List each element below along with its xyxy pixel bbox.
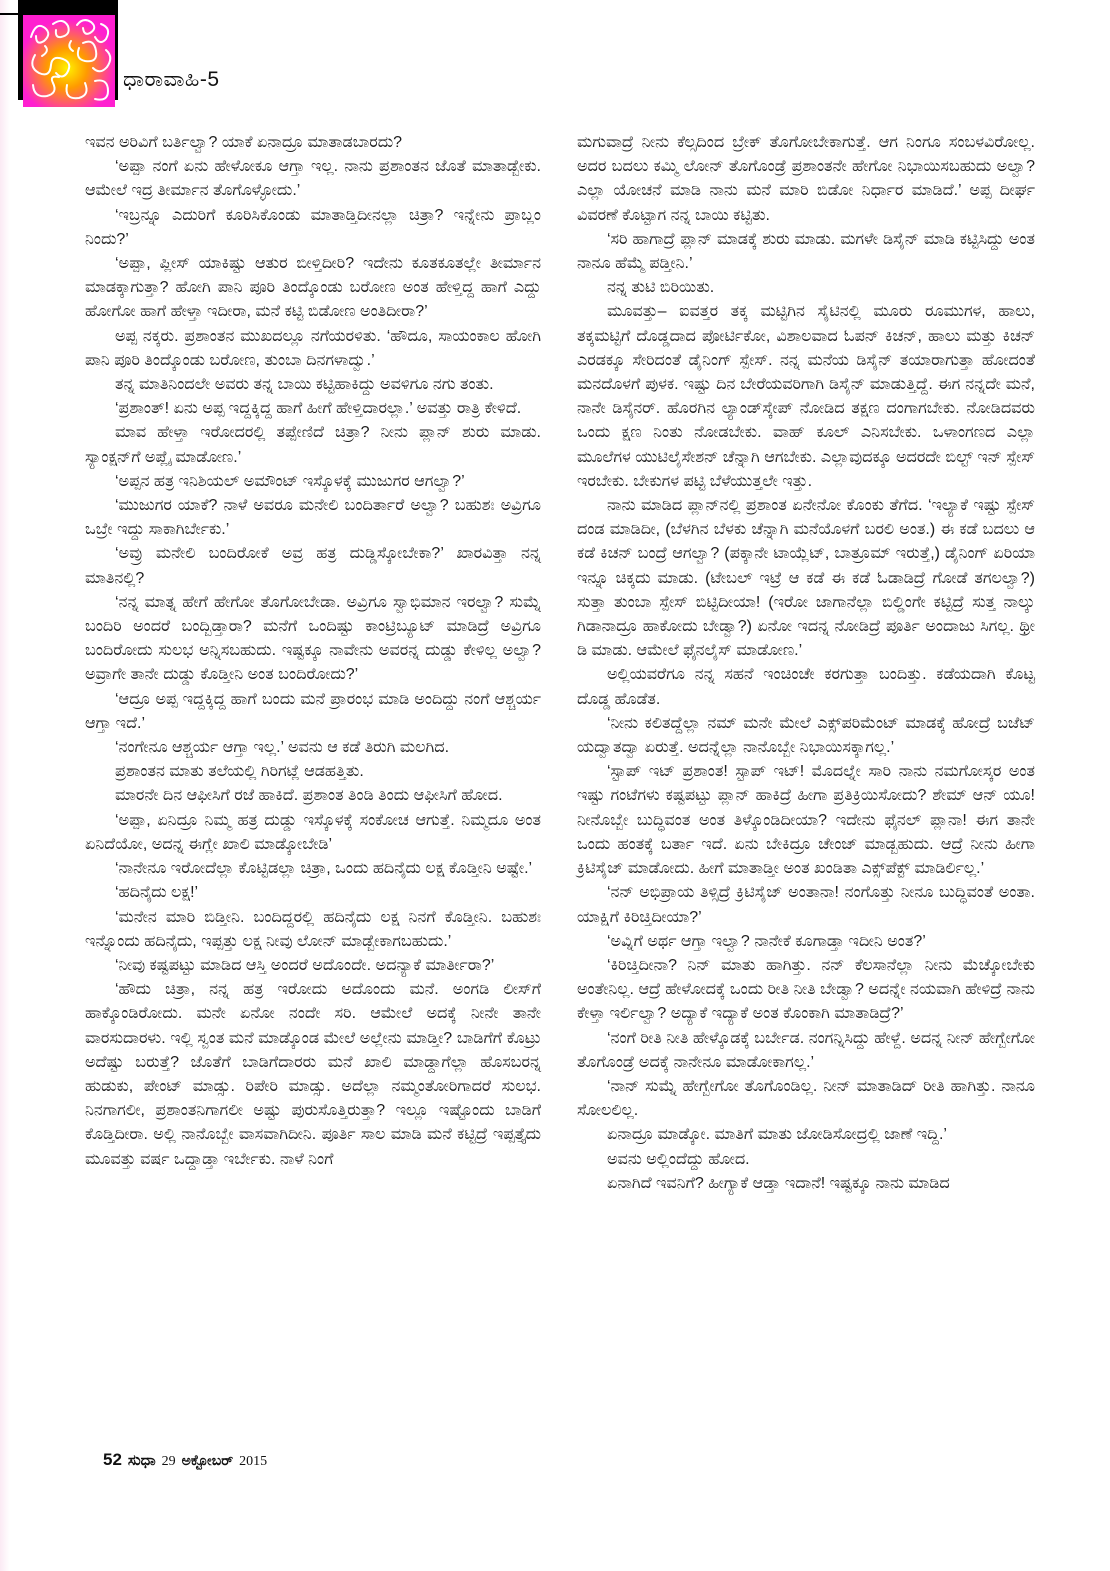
paragraph: ಪ್ರಶಾಂತನ ಮಾತು ತಲೆಯಲ್ಲಿ ಗಿರಿಗಟ್ಲೆ ಆಡಹತ್ತಿತು. <box>115 763 364 781</box>
paragraph: ‘ಅಪ್ಪಾ, ಏನಿದ್ರೂ ನಿಮ್ಮ ಹತ್ರ ದುಡ್ಡು ಇಸ್ಕೊಳಕ್ಕೆ ಸಂಕೋಚ ಆಗುತ್ತೆ. ನಿಮ್ಮದೂ ಅಂತ ಏನಿದೆಯೋ, ಅದನ್ನ ಈಗ್ಲೇ ಖಾಲಿ ಮಾಡ್ಕೋಬೇಡಿ’ <box>85 811 541 853</box>
footer-folio <box>103 1450 273 1470</box>
paragraph: ‘ಮನೇನ ಮಾರಿ ಬಿಡ್ತೀನಿ. ಬಂದಿದ್ದರಲ್ಲಿ ಹದಿನೈದು ಲಕ್ಷ ನಿನಗೆ ಕೊಡ್ತೀನಿ. ಬಹುಶಃ ಇನ್ನೊಂದು ಹದಿನೈದು, ಇಪ್ಪತ್ತು ಲಕ್ಷ ನೀವು ಲೋನ್ ಮಾಡ್ಬೇಕಾಗಬಹುದು.’ <box>85 908 541 950</box>
trim-mark-line <box>0 13 20 15</box>
paragraph: ‘ನಂಗೆ ರೀತಿ ನೀತಿ ಹೇಳ್ಕೊಡಕ್ಕೆ ಬರ್ಬೇಡ. ನಂಗನ್ನಿಸಿದ್ದು ಹೇಳ್ದೆ. ಅದನ್ನ ನೀನ್ ಹೇಗ್ಬೇಗೋ ತೊಗೊಂಡ್ರೆ ಅದಕ್ಕೆ ನಾನೇನೂ ಮಾಡೋಕಾಗಲ್ಲ.’ <box>577 1029 1035 1071</box>
issue-year: 2015 <box>239 1454 268 1469</box>
page-number: 52 <box>103 1450 122 1469</box>
serial-title: ಧಾರಾವಾಹಿ-5 <box>123 68 220 91</box>
paragraph: ‘ನಂಗೇನೂ ಆಶ್ಚರ್ಯ ಆಗ್ತಾ ಇಲ್ಲ.’ ಅವನು ಆ ಕಡೆ ತಿರುಗಿ ಮಲಗಿದ. <box>115 739 450 757</box>
paragraph: ‘ಪ್ರಶಾಂತ್! ಏನು ಅಪ್ಪ ಇದ್ದಕ್ಕಿದ್ದ ಹಾಗೆ ಹೀಗೆ ಹೇಳ್ತಿದಾರಲ್ಲಾ.’ ಅವತ್ತು ರಾತ್ರಿ ಕೇಳಿದೆ. <box>115 400 522 418</box>
paragraph: ‘ನಾನ್ ಸುಮ್ನೆ ಹೇಗ್ಬೇಗೋ ತೊಗೊಂಡಿಲ್ಲ. ನೀನ್ ಮಾತಾಡಿದ್ ರೀತಿ ಹಾಗಿತ್ತು. ನಾನೂ ಸೋಲಲಿಲ್ಲ. <box>577 1077 1035 1120</box>
paragraph: ‘ಸ್ಟಾಪ್ ಇಟ್ ಪ್ರಶಾಂತ! ಸ್ಟಾಪ್ ಇಟ್! ಮೊದಲ್ನೇ ಸಾರಿ ನಾನು ನಮಗೋಸ್ಕರ ಅಂತ ಇಷ್ಟು ಗಂಟೆಗಳು ಕಷ್ಟಪಟ್ಟು ಪ್ಲಾನ್ ಹಾಕಿದ್ರೆ ಹೀಗಾ ಪ್ರತಿಕ್ರಿಯಿಸೋದು? ಶೇಮ್ ಆನ್ ಯೂ! ನೀನೊಬ್ಬೇ ಬುದ್ಧಿವಂತ ಅಂತ ತಿಳ್ಕೊಂಡಿದೀಯಾ? ಇದೇನು ಫೈನಲ್ ಪ್ಲಾನಾ! ಈಗ ತಾನೇ ಒಂದು ಹಂತಕ್ಕೆ ಬರ್ತಾ ಇದೆ. ಏನು ಬೇಕಿದ್ರೂ ಚೇಂಜ್ ಮಾಡ್ಬಹುದು. ಆದ್ರೆ ನೀನು ಹೀಗಾ ಕ್ರಿಟಿಸೈಜ್ ಮಾಡೋದು. ಹೀಗೆ ಮಾತಾಡ್ತೀ ಅಂತ ಖಂಡಿತಾ ಎಕ್ಸ್‌ಪೆಕ್ಟ್ ಮಾಡಿರ್ಲಿಲ್ಲ.’ <box>577 763 1035 878</box>
paragraph: ಏನಾಗಿದೆ ಇವನಿಗೆ? ಹೀಗ್ಯಾಕೆ ಆಡ್ತಾ ಇದಾನೆ! ಇಷ್ಟಕ್ಕೂ ನಾನು ಮಾಡಿದ <box>607 1174 950 1192</box>
paragraph: ‘ಮುಜುಗರ ಯಾಕೆ? ನಾಳೆ ಅವರೂ ಮನೇಲಿ ಬಂದಿರ್ತಾರೆ ಅಲ್ವಾ? ಬಹುಶಃ ಅವ್ರಿಗೂ ಒಬ್ರೇ ಇದ್ದು ಸಾಕಾಗಿರ್ಬೇಕು.’ <box>85 497 541 539</box>
paragraph: ‘ಹದಿನೈದು ಲಕ್ಷ!’ <box>115 884 199 902</box>
paragraph: ನಾನು ಮಾಡಿದ ಪ್ಲಾನ್‌ನಲ್ಲಿ ಪ್ರಶಾಂತ ಏನೇನೋ ಕೊಂಕು ತೆಗೆದ. ‘ಇಲ್ಯಾಕೆ ಇಷ್ಟು ಸ್ಪೇಸ್ ದಂಡ ಮಾಡಿದೀ, (ಬೆಳಗಿನ ಬೆಳಕು ಚೆನ್ನಾಗಿ ಮನೆಯೊಳಗೆ ಬರಲಿ ಅಂತ.) ಈ ಕಡೆ ಬದಲು ಆ ಕಡೆ ಕಿಚನ್ ಬಂದ್ರೆ ಆಗಲ್ವಾ? (ಪಕ್ಕಾನೇ ಟಾಯ್ಲೆಟ್, ಬಾತ್ರೂಮ್ ಇರುತ್ತೆ,) ಡೈನಿಂಗ್ ಏರಿಯಾ ಇನ್ನೂ ಚಿಕ್ಕದು ಮಾಡು. (ಟೇಬಲ್ ಇಟ್ರೆ ಆ ಕಡೆ ಈ ಕಡೆ ಓಡಾಡಿದ್ರೆ ಗೋಡೆ ತಗಲಲ್ವಾ?) ಸುತ್ತಾ ತುಂಬಾ ಸ್ಪೇಸ್ ಬಿಟ್ಟಿದೀಯಾ! (ಇರೋ ಜಾಗಾನೆಲ್ಲಾ ಬಿಲ್ಡಿಂಗೇ ಕಟ್ಟಿದ್ರೆ ಸುತ್ತ ನಾಲ್ಕು ಗಿಡಾನಾದ್ರೂ ಹಾಕೋದು ಬೇಡ್ವಾ?) ಏನೋ ಇದನ್ನ ನೋಡಿದ್ರೆ ಪೂರ್ತಿ ಅಂದಾಜು ಸಿಗಲ್ಲ. ಥ್ರೀ ಡಿ ಮಾಡು. ಆಮೇಲೆ ಫೈನಲೈಸ್ ಮಾಡೋಣ.’ <box>577 497 1035 660</box>
paragraph: ‘ಅಪ್ಪಾ ನಂಗೆ ಏನು ಹೇಳೋಕೂ ಆಗ್ತಾ ಇಲ್ಲ. ನಾನು ಪ್ರಶಾಂತನ ಜೊತೆ ಮಾತಾಡ್ಬೇಕು. ಆಮೇಲೆ ಇದ್ರ ತೀರ್ಮಾನ ತೊಗೊಳ್ಳೋದು.’ <box>85 158 541 200</box>
paragraph: ‘ನೀನು ಕಲಿತದ್ದೆಲ್ಲಾ ನಮ್ ಮನೇ ಮೇಲೆ ಎಕ್ಸ್‌ಪರಿಮೆಂಟ್ ಮಾಡಕ್ಕೆ ಹೋದ್ರೆ ಬಜೆಟ್ ಯದ್ವಾತದ್ವಾ ಏರುತ್ತೆ. ಅದನ್ನೆಲ್ಲಾ ನಾನೊಬ್ಬೇ ನಿಭಾಯಿಸಕ್ಕಾಗಲ್ಲ.’ <box>577 714 1035 757</box>
paragraph: ಮಾವ ಹೇಳ್ತಾ ಇರೋದರಲ್ಲಿ ತಪ್ಪೇಣಿದೆ ಚಿತ್ರಾ? ನೀನು ಪ್ಲಾನ್ ಶುರು ಮಾಡು. ಸ್ಯಾಂಕ್ಷನ್‌ಗೆ ಅಪ್ಲೈ ಮಾಡೋಣ.’ <box>85 424 541 466</box>
issue-day: 29 <box>161 1454 176 1469</box>
paragraph: ‘ಸರಿ ಹಾಗಾದ್ರೆ ಪ್ಲಾನ್ ಮಾಡಕ್ಕೆ ಶುರು ಮಾಡು. ಮಗಳೇ ಡಿಸೈನ್ ಮಾಡಿ ಕಟ್ಟಿಸಿದ್ದು ಅಂತ ನಾನೂ ಹೆಮ್ಮೆ ಪಡ್ತೀನಿ.’ <box>577 230 1035 273</box>
paragraph: ‘ಕಿರಿಚ್ತಿದೀನಾ? ನಿನ್ ಮಾತು ಹಾಗಿತ್ತು. ನನ್ ಕೆಲಸಾನೆಲ್ಲಾ ನೀನು ಮೆಚ್ಕೋಬೇಕು ಅಂತೇನಿಲ್ಲ. ಆದ್ರೆ ಹೇಳೋದಕ್ಕೆ ಒಂದು ರೀತಿ ನೀತಿ ಬೇಡ್ವಾ? ಅದನ್ನೇ ನಯವಾಗಿ ಹೇಳಿದ್ರೆ ನಾನು ಕೇಳ್ತಾ ಇರ್ಲಿಲ್ವಾ? ಅದ್ಯಾಕೆ ಇದ್ಯಾಕೆ ಅಂತ ಕೊಂಕಾಗಿ ಮಾತಾಡಿದ್ರೆ?’ <box>577 956 1035 1023</box>
text-column-right <box>577 131 1035 1456</box>
paragraph: ‘ಅವ್ನಿಗೆ ಅರ್ಥ ಆಗ್ತಾ ಇಲ್ವಾ? ನಾನೇಕೆ ಕೂಗಾಡ್ತಾ ಇದೀನಿ ಅಂತ?’ <box>607 932 926 950</box>
paragraph: ಅಲ್ಲಿಯವರೆಗೂ ನನ್ನ ಸಹನೆ ಇಂಚಿಂಚೇ ಕರಗುತ್ತಾ ಬಂದಿತ್ತು. ಕಡೆಯದಾಗಿ ಕೊಟ್ಟ ದೊಡ್ಡ ಹೊಡೆತ. <box>577 666 1035 708</box>
paragraph: ‘ನೀವು ಕಷ್ಟಪಟ್ಟು ಮಾಡಿದ ಆಸ್ತಿ ಅಂದರೆ ಅದೊಂದೇ. ಅದನ್ಯಾಕೆ ಮಾರ್ತೀರಾ?’ <box>115 956 495 974</box>
paragraph: ಮಗುವಾದ್ರೆ ನೀನು ಕೆಲ್ಸದಿಂದ ಬ್ರೇಕ್ ತೊಗೋಬೇಕಾಗುತ್ತೆ. ಆಗ ನಿಂಗೂ ಸಂಬಳವಿರೋಲ್ಲ. ಅದರ ಬದಲು ಕಮ್ಮಿ ಲೋನ್ ತೊಗೊಂಡ್ರೆ ಪ್ರಶಾಂತನೇ ಹೇಗೋ ನಿಭಾಯಿಸಬಹುದು ಅಲ್ವಾ? ಎಲ್ಲಾ ಯೋಚನೆ ಮಾಡಿ ನಾನು ಮನೆ ಮಾರಿ ಬಿಡೋ ನಿರ್ಧಾರ ಮಾಡಿದೆ.’ ಅಪ್ಪ ದೀರ್ಘ ವಿವರಣೆ ಕೊಟ್ಟಾಗ ನನ್ನ ಬಾಯಿ ಕಟ್ಟಿತು. <box>577 134 1035 224</box>
serial-logo-pattern <box>23 15 115 107</box>
paragraph: ಮಾರನೇ ದಿನ ಆಫೀಸಿಗೆ ರಜೆ ಹಾಕಿದೆ. ಪ್ರಶಾಂತ ತಿಂಡಿ ತಿಂದು ಆಫೀಸಿಗೆ ಹೋದ. <box>115 787 503 805</box>
paragraph: ‘ಹೌದು ಚಿತ್ರಾ, ನನ್ನ ಹತ್ರ ಇರೋದು ಅದೊಂದು ಮನೆ. ಅಂಗಡಿ ಲೀಸ್‌ಗೆ ಹಾಕ್ಕೊಂಡಿರೋದು. ಮನೇ ಏನೋ ನಂದೇ ಸರಿ. ಆಮೇಲೆ ಅದಕ್ಕೆ ನೀನೇ ತಾನೇ ವಾರಸುದಾರಳು. ಇಲ್ಲಿ ಸ್ವಂತ ಮನೆ ಮಾಡ್ಕೊಂಡ ಮೇಲೆ ಅಲ್ಲೇನು ಮಾಡ್ತೀ? ಬಾಡಿಗೆಗೆ ಕೊಟ್ರು ಅದೆಷ್ಟು ಬರುತ್ತೆ? ಜೊತೆಗೆ ಬಾಡಿಗೆದಾರರು ಮನೆ ಖಾಲಿ ಮಾಡ್ದಾಗೆಲ್ಲಾ ಹೊಸಬರನ್ನ ಹುಡುಕು, ಪೇಂಟ್ ಮಾಡ್ಸು. ರಿಪೇರಿ ಮಾಡ್ಸು. ಅದೆಲ್ಲಾ ನಮ್ಮಂತೋರಿಗಾದರೆ ಸುಲಭ. ನಿನಗಾಗಲೀ, ಪ್ರಶಾಂತನಿಗಾಗಲೀ ಅಷ್ಟು ಪುರುಸೊತ್ತಿರುತ್ತಾ? ಇಲ್ಲೂ ಇಷ್ಟೊಂದು ಬಾಡಿಗೆ ಕೊಡ್ತಿದೀರಾ. ಅಲ್ಲಿ ನಾನೊಬ್ಬೇ ವಾಸವಾಗಿದೀನಿ. ಪೂರ್ತಿ ಸಾಲ ಮಾಡಿ ಮನೆ ಕಟ್ಟಿದ್ರೆ ಇಪ್ಪತ್ತೈದು ಮೂವತ್ತು ವರ್ಷ ಒದ್ದಾಡ್ತಾ ಇರ್ಬೇಕು. ನಾಳೆ ನಿಂಗೆ <box>85 981 541 1168</box>
paragraph: ‘ಅಪ್ಪನ ಹತ್ರ ಇನಿಶಿಯಲ್ ಅಮೌಂಟ್ ಇಸ್ಕೊಳಕ್ಕೆ ಮುಜುಗರ ಆಗಲ್ವಾ?’ <box>115 472 465 490</box>
paragraph: ‘ನನ್ ಅಭಿಪ್ರಾಯ ತಿಳ್ಸಿದ್ರೆ ಕ್ರಿಟಿಸೈಜ್ ಅಂತಾನಾ! ನಂಗೊತ್ತು ನೀನೂ ಬುದ್ಧಿವಂತೆ ಅಂತಾ. ಯಾಕ್ಷಿಗೆ ಕಿರಿಚ್ತಿದೀಯಾ?’ <box>577 884 1035 926</box>
paragraph: ‘ಅವ್ರು ಮನೇಲಿ ಬಂದಿರೋಕೆ ಅವ್ರ ಹತ್ರ ದುಡ್ಡಿಸ್ಕೋಬೇಕಾ?’ ಖಾರವಿತ್ತಾ ನನ್ನ ಮಾತಿನಲ್ಲಿ? <box>85 545 541 587</box>
text-column-left <box>85 131 541 1436</box>
paragraph: ‘ಆದ್ರೂ ಅಪ್ಪ ಇದ್ದಕ್ಕಿದ್ದ ಹಾಗೆ ಬಂದು ಮನೆ ಪ್ರಾರಂಭ ಮಾಡಿ ಅಂದಿದ್ದು ನಂಗೆ ಆಶ್ಚರ್ಯ ಆಗ್ತಾ ಇದೆ.’ <box>85 690 541 732</box>
paragraph: ಇವನ ಅರಿವಿಗೆ ಬರ್ತಿಲ್ವಾ? ಯಾಕೆ ಏನಾದ್ರೂ ಮಾತಾಡಬಾರದು? <box>85 134 403 151</box>
paragraph: ‘ನಾನೇನೂ ಇರೋದೆಲ್ಲಾ ಕೊಟ್ಟಿಡಲ್ಲಾ ಚಿತ್ರಾ, ಒಂದು ಹದಿನೈದು ಲಕ್ಷ ಕೊಡ್ತೀನಿ ಅಷ್ಟೇ.’ <box>115 860 533 878</box>
issue-month: ಅಕ್ಟೋಬರ್ <box>181 1452 234 1468</box>
paragraph: ಏನಾದ್ರೂ ಮಾಡ್ಕೋ. ಮಾತಿಗೆ ಮಾತು ಜೋಡಿಸೋದ್ರಲ್ಲಿ ಜಾಣೆ ಇದ್ದಿ.’ <box>607 1126 947 1144</box>
paragraph: ಮೂವತ್ತು– ಐವತ್ತರ ತಕ್ಕ ಮಟ್ಟಿಗಿನ ಸೈಟಿನಲ್ಲಿ ಮೂರು ರೂಮುಗಳ, ಹಾಲು, ತಕ್ಕಮಟ್ಟಿಗೆ ದೊಡ್ಡದಾದ ಪೋರ್ಟಿಕೋ, ವಿಶಾಲವಾದ ಓಪನ್ ಕಿಚನ್, ಹಾಲು ಮತ್ತು ಕಿಚನ್ ಎರಡಕ್ಕೂ ಸೇರಿದಂತೆ ಡೈನಿಂಗ್ ಸ್ಪೇಸ್. ನನ್ನ ಮನೆಯ ಡಿಸೈನ್ ತಯಾರಾಗುತ್ತಾ ಹೋದಂತೆ ಮನದೊಳಗೆ ಪುಳಕ. ಇಷ್ಟು ದಿನ ಬೇರೆಯವರಿಗಾಗಿ ಡಿಸೈನ್ ಮಾಡುತ್ತಿದ್ದೆ. ಈಗ ನನ್ನದೇ ಮನೆ, ನಾನೇ ಡಿಸೈನರ್. ಹೊರಗಿನ ಲ್ಯಾಂಡ್‌ಸ್ಕೇಪ್ ನೋಡಿದ ತಕ್ಷಣ ದಂಗಾಗಬೇಕು. ನೋಡಿದವರು ಒಂದು ಕ್ಷಣ ನಿಂತು ನೋಡಬೇಕು. ವಾಹ್ ಕೂಲ್ ಎನಿಸಬೇಕು. ಒಳಾಂಗಣದ ಎಲ್ಲಾ ಮೂಲೆಗಳ ಯುಟಿಲೈಸೇಶನ್ ಚೆನ್ನಾಗಿ ಆಗಬೇಕು. ಎಲ್ಲಾವುದಕ್ಕೂ ಅದರದೇ ಬಿಲ್ಟ್ ಇನ್ ಸ್ಪೇಸ್ ಇರಬೇಕು. ಬೇಕುಗಳ ಪಟ್ಟಿ ಬೆಳೆಯುತ್ತಲೇ ಇತ್ತು. <box>577 303 1035 490</box>
squiggle-pattern-icon <box>23 15 115 107</box>
paragraph: ತನ್ನ ಮಾತಿನಿಂದಲೇ ಅವರು ತನ್ನ ಬಾಯಿ ಕಟ್ಟಿಹಾಕಿದ್ದು ಅವಳಿಗೂ ನಗು ತಂತು. <box>115 376 494 394</box>
paragraph: ‘ಅಪ್ಪಾ, ಪ್ಲೀಸ್ ಯಾಕಿಷ್ಟು ಆತುರ ಬೀಳ್ತಿದೀರಿ? ಇದೇನು ಕೂತಕೂತಲ್ಲೇ ತೀರ್ಮಾನ ಮಾಡಕ್ಕಾಗುತ್ತಾ? ಹೋಗಿ ಪಾನಿ ಪೂರಿ ತಿಂದ್ಕೊಂಡು ಬರೋಣ ಅಂತ ಹೇಳ್ತಿದ್ದ ಹಾಗೆ ಎದ್ದು ಹೋಗೋ ಹಾಗೆ ಹೇಳ್ತಾ ಇದೀರಾ, ಮನೆ ಕಟ್ಟಿ ಬಿಡೋಣ ಅಂತಿದೀರಾ?’ <box>85 255 541 321</box>
paragraph: ‘ನನ್ನ ಮಾತ್ನ ಹೇಗೆ ಹೇಗೋ ತೊಗೋಬೇಡಾ. ಅವ್ರಿಗೂ ಸ್ವಾಭಿಮಾನ ಇರಲ್ವಾ? ಸುಮ್ನೆ ಬಂದಿರಿ ಅಂದರೆ ಬಂದ್ಬಿಡ್ತಾರಾ? ಮನೆಗೆ ಒಂದಿಷ್ಟು ಕಾಂಟ್ರಿಬ್ಯೂಟ್ ಮಾಡಿದ್ರೆ ಅವ್ರಿಗೂ ಬಂದಿರೋದು ಸುಲಭ ಅನ್ನಿಸಬಹುದು. ಇಷ್ಟಕ್ಕೂ ನಾವೇನು ಅವರನ್ನ ದುಡ್ಡು ಕೇಳಿಲ್ಲ ಅಲ್ವಾ? ಅವ್ರಾಗೇ ತಾನೇ ದುಡ್ಡು ಕೊಡ್ತೀನಿ ಅಂತ ಬಂದಿರೋದು?’ <box>85 593 541 684</box>
paragraph: ಅಪ್ಪ ನಕ್ಕರು. ಪ್ರಶಾಂತನ ಮುಖದಲ್ಲೂ ನಗೆಯರಳಿತು. ‘ಹೌದೂ, ಸಾಯಂಕಾಲ ಹೋಗಿ ಪಾನಿ ಪೂರಿ ತಿಂದ್ಕೊಂಡು ಬರೋಣ, ತುಂಬಾ ದಿನಗಳಾದ್ವು.’ <box>85 327 541 369</box>
paragraph: ಅವನು ಅಲ್ಲಿಂದೆದ್ದು ಹೋದ. <box>607 1150 750 1168</box>
page-edge-tint <box>0 0 10 1571</box>
magazine-name: ಸುಧಾ <box>127 1452 156 1469</box>
paragraph: ‘ಇಬ್ರನ್ನೂ ಎದುರಿಗೆ ಕೂರಿಸಿಕೊಂಡು ಮಾತಾಡ್ತಿದೀನಲ್ಲಾ ಚಿತ್ರಾ? ಇನ್ನೇನು ಪ್ರಾಬ್ಲಂ ನಿಂದು?’ <box>85 206 541 248</box>
paragraph: ನನ್ನ ತುಟಿ ಬಿರಿಯಿತು. <box>607 279 715 297</box>
